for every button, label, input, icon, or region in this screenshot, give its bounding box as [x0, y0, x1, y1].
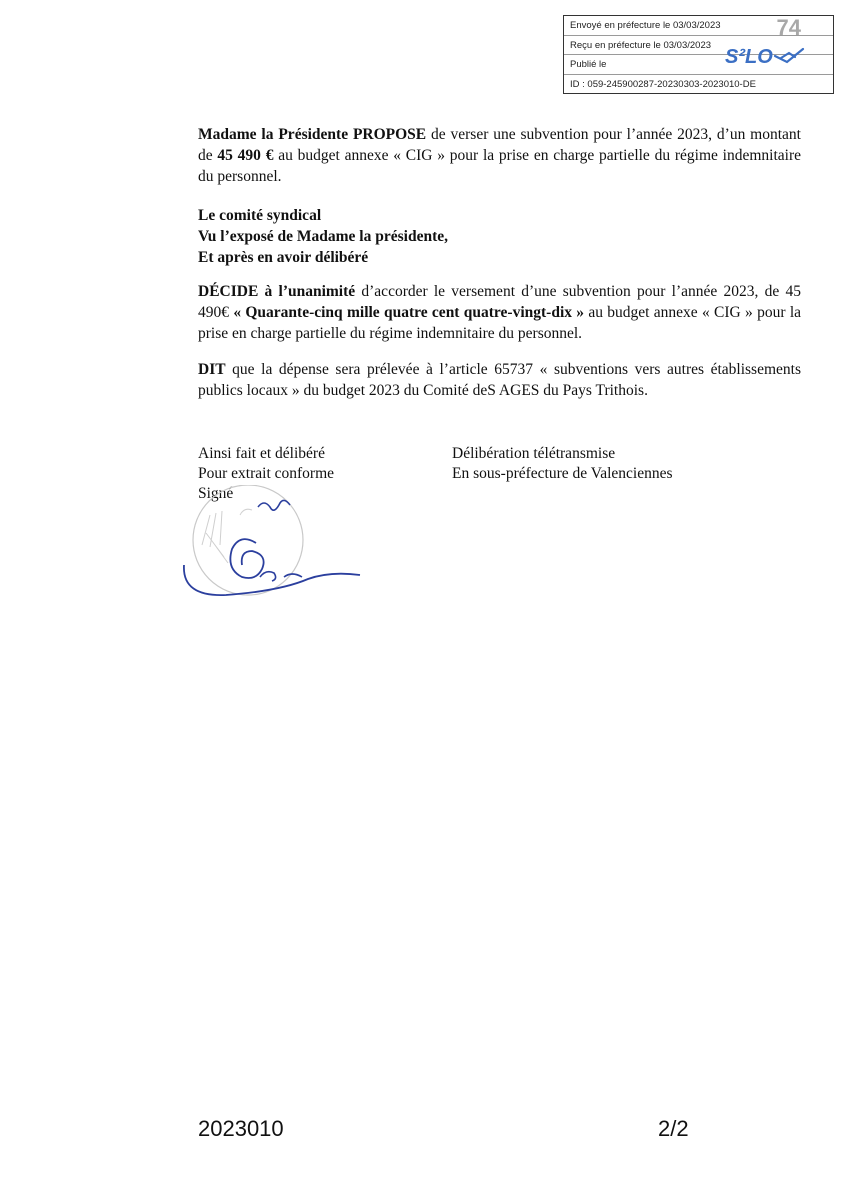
decision-lead: DÉCIDE à l’unanimité [198, 283, 356, 300]
dit-lead: DIT [198, 361, 226, 378]
preamble-line-2: Vu l’exposé de Madame la présidente, [198, 228, 448, 245]
subprefecture-line: En sous-préfecture de Valenciennes [452, 465, 673, 482]
dit-text: que la dépense sera prélevée à l’article 65737 « subventions vers autres établissements publics locaux » du budget 2023 du Comité deS AGES du Pays Trithois. [198, 361, 801, 399]
decision-paragraph [198, 281, 801, 344]
preamble-line-1: Le comité syndical [198, 207, 322, 224]
stamp-number: 74 [776, 15, 801, 40]
stamp-sent-date: Envoyé en préfecture le 03/03/2023 [564, 16, 833, 36]
proposal-text-1: de verser une subvention pour l’année 2023, d’un montant de [198, 126, 801, 164]
decision-amount-words: « Quarante-cinq mille quatre cent quatre-vingt-dix » [233, 304, 585, 321]
transmission-block [452, 444, 673, 484]
decision-text-1: d’accorder le versement d’une subvention pour l’année 2023, de 45 490€ [198, 283, 801, 321]
proposal-paragraph [198, 124, 801, 187]
certified-line: Pour extrait conforme [198, 465, 335, 482]
proposal-lead: Madame la Présidente PROPOSE [198, 126, 427, 143]
signature-and-seal-icon [180, 485, 380, 610]
proposal-text-2: au budget annexe « CIG » pour la prise en charge partielle du régime indemnitaire du personnel. [198, 147, 802, 185]
stamp-received-date: Reçu en préfecture le 03/03/2023 [564, 36, 833, 56]
page-number: 2/2 [658, 1116, 689, 1141]
teletransmission-line: Délibération télétransmise [452, 445, 616, 462]
transmission-stamp [563, 15, 834, 94]
done-line: Ainsi fait et délibéré [198, 445, 325, 462]
dit-paragraph [198, 359, 801, 401]
stamp-id: ID : 059-245900287-20230303-2023010-DE [570, 78, 756, 90]
stamp-published: Publié le [564, 55, 833, 75]
preamble-line-3: Et après en avoir délibéré [198, 249, 369, 266]
proposal-amount: 45 490 € [217, 147, 274, 164]
preamble-block [198, 205, 801, 268]
s2lo-logo-text: S²LO [725, 46, 773, 68]
signed-line: Signé [198, 485, 234, 502]
decision-text-2: au budget annexe « CIG » pour la prise en charge partielle du régime indemnitaire du personnel. [198, 304, 802, 342]
s2lo-logo-icon [723, 40, 805, 70]
document-number: 2023010 [198, 1116, 284, 1141]
